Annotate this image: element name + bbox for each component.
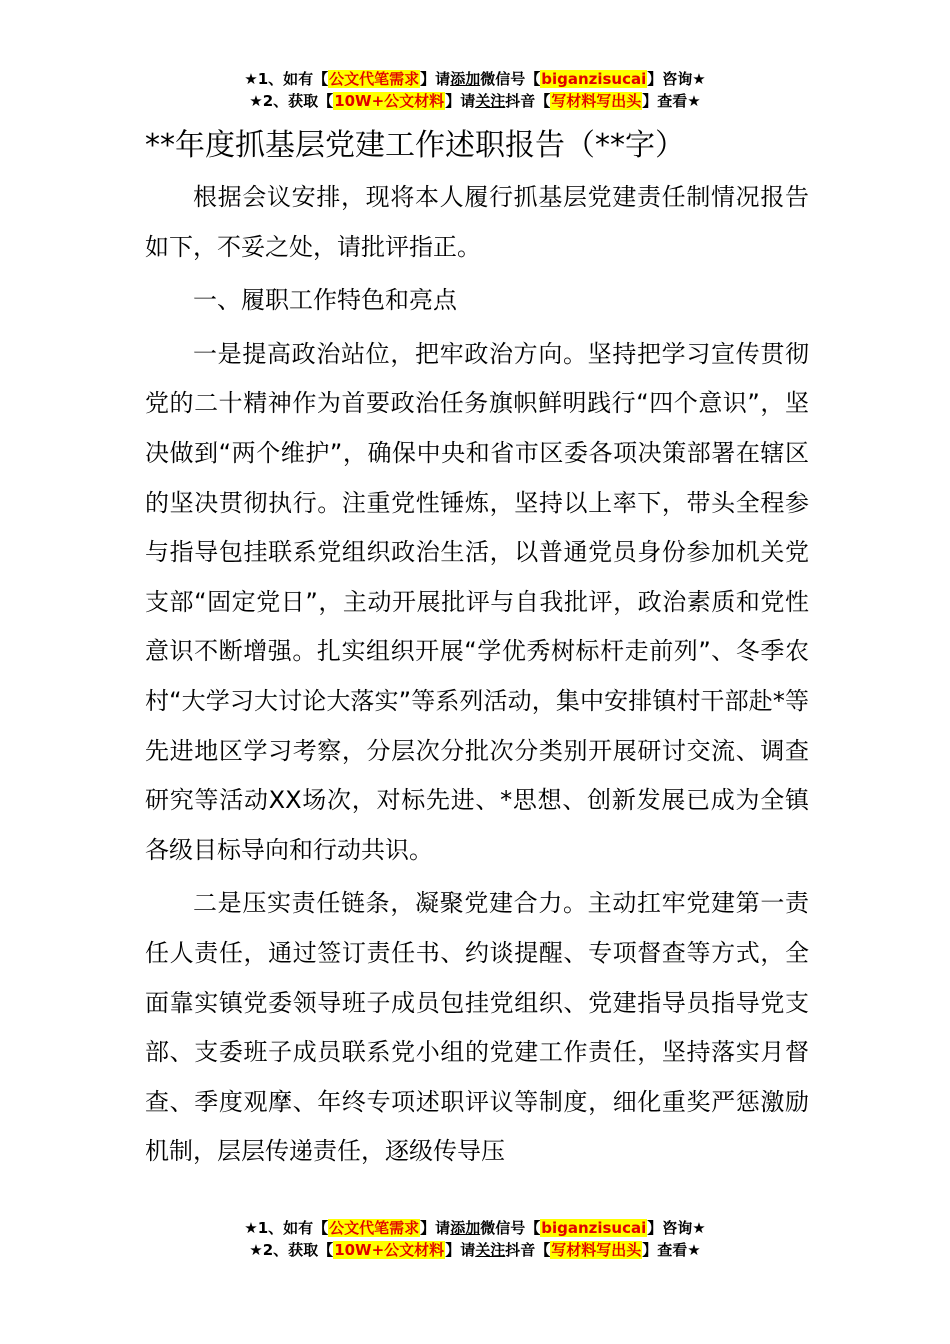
promo-underlined: 关注 (475, 92, 506, 110)
intro-paragraph: 根据会议安排，现将本人履行抓基层党建责任制情况报告如下，不妥之处，请批评指正。 (145, 183, 809, 261)
promo-text: 抖音【 (505, 92, 551, 110)
promo-highlight: biganzisucai (541, 70, 647, 88)
promo-line-2 (0, 90, 950, 112)
promo-text: 微信号【 (480, 70, 541, 88)
promo-text: 】咨询★ (647, 1219, 706, 1237)
promo-text: 】查看★ (642, 1241, 701, 1259)
promo-text: ★1、如有【 (244, 70, 329, 88)
promo-text: 】请 (420, 1219, 451, 1237)
promo-text: ★1、如有【 (244, 1219, 329, 1237)
body-paragraph: 一是提高政治站位，把牢政治方向。坚持把学习宣传贯彻党的二十精神作为首要政治任务旗帜鲜明践行“四个意识”，坚决做到“两个维护”，确保中央和省市区委各项决策部署在辖区的坚决贯彻执行。注重党性锤炼，坚持以上率下，带头全程参与指导包挂联系党组织政治生活，以普通党员身份参加机关党支部“固定党日”，主动开展批评与自我批评，政治素质和党性意识不断增强。扎实组织开展“学优秀树标杆走前列”、冬季农村“大学习大讨论大落实”等系列活动，集中安排镇村干部赴*等先进地区学习考察，分层次分批次分类别开展研讨交流、调查研究等活动XX场次，对标先进、*思想、创新发展已成为全镇各级目标导向和行动共识。 (145, 339, 809, 864)
promo-highlight: 写材料写出头 (551, 1241, 642, 1259)
promo-underlined: 添加 (450, 1219, 481, 1237)
promo-underlined: 添加 (450, 70, 481, 88)
promo-text: ★2、获取【 (249, 92, 334, 110)
bottom-promo-banner (0, 1217, 950, 1261)
promo-text: 】请 (445, 1241, 476, 1259)
section-heading: 一、履职工作特色和亮点 (193, 286, 457, 315)
promo-line-1 (0, 1217, 950, 1239)
promo-highlight: biganzisucai (541, 1219, 647, 1237)
promo-text: 】咨询★ (647, 70, 706, 88)
promo-text: ★2、获取【 (249, 1241, 334, 1259)
document-body (145, 173, 809, 1177)
promo-text: 微信号【 (480, 1219, 541, 1237)
promo-line-2 (0, 1239, 950, 1261)
promo-text: 抖音【 (505, 1241, 551, 1259)
promo-line-1 (0, 68, 950, 90)
top-promo-banner (0, 68, 950, 112)
promo-text: 】请 (420, 70, 451, 88)
promo-highlight: 10W+公文材料 (334, 92, 445, 110)
promo-highlight: 写材料写出头 (551, 92, 642, 110)
promo-highlight: 公文代笔需求 (329, 1219, 420, 1237)
promo-underlined: 关注 (475, 1241, 506, 1259)
promo-highlight: 10W+公文材料 (334, 1241, 445, 1259)
promo-text: 】查看★ (642, 92, 701, 110)
document-title: **年度抓基层党建工作述职报告（**字） (145, 128, 685, 163)
body-paragraph: 二是压实责任链条，凝聚党建合力。主动扛牢党建第一责任人责任，通过签订责任书、约谈提醒、专项督查等方式，全面靠实镇党委领导班子成员包挂党组织、党建指导员指导党支部、支委班子成员联系党小组的党建工作责任，坚持落实月督查、季度观摩、年终专项述职评议等制度，细化重奖严惩激励机制，层层传递责任，逐级传导压 (145, 889, 809, 1166)
promo-highlight: 公文代笔需求 (329, 70, 420, 88)
promo-text: 】请 (445, 92, 476, 110)
